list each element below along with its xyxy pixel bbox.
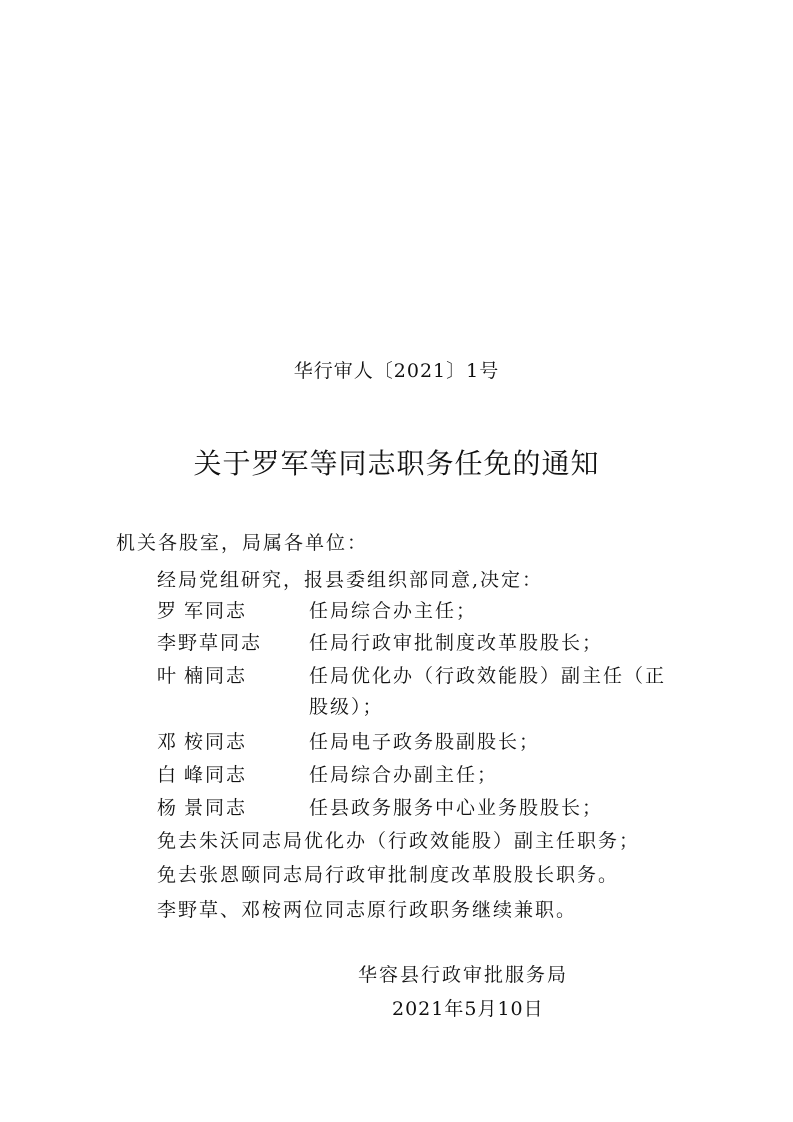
appointee-post: 任局电子政务股副股长； (309, 731, 541, 753)
appointee-post-continued: 股级）； (309, 696, 384, 718)
addressee: 机关各股室，局属各单位： (116, 532, 369, 554)
appointee-surname: 白 (157, 764, 179, 786)
concurrent-post-note: 李野草、邓桉两位同志原行政职务继续兼职。 (157, 899, 578, 921)
appointee-name (157, 628, 261, 655)
appointee-given: 景同志 (184, 797, 248, 819)
issuer-name: 华容县行政审批服务局 (358, 964, 569, 986)
appointee-post: 任局优化办（行政效能股）副主任（正 (309, 665, 667, 687)
appointee-name (157, 760, 261, 787)
intro-paragraph: 经局党组研究，报县委组织部同意,决定： (157, 569, 544, 591)
document-title: 关于罗军等同志职务任免的通知 (193, 447, 600, 480)
appointee-post: 任局行政审批制度改革股股长； (309, 632, 604, 654)
appointee-name (157, 793, 261, 820)
appointee-post: 任县政务服务中心业务股股长； (309, 797, 604, 819)
appointee-fullname: 李野草同志 (157, 632, 263, 654)
appointee-name (157, 661, 261, 688)
appointee-surname: 杨 (157, 797, 179, 819)
appointee-post: 任局综合办副主任； (309, 764, 499, 786)
appointee-given: 峰同志 (184, 764, 248, 786)
document-number: 华行审人〔2021〕1号 (293, 360, 500, 382)
removal-item: 免去张恩颐同志局行政审批制度改革股股长职务。 (157, 864, 620, 886)
appointee-given: 楠同志 (184, 665, 248, 687)
appointee-name (157, 727, 261, 754)
appointee-post: 任局综合办主任； (309, 600, 478, 622)
appointee-surname: 罗 (157, 600, 179, 622)
appointee-given: 军同志 (184, 600, 248, 622)
appointee-name (157, 596, 261, 623)
appointee-surname: 叶 (157, 665, 179, 687)
appointee-surname: 邓 (157, 731, 179, 753)
issue-date: 2021年5月10日 (392, 998, 544, 1020)
removal-item: 免去朱沃同志局优化办（行政效能股）副主任职务； (157, 830, 641, 852)
appointee-given: 桉同志 (184, 731, 248, 753)
